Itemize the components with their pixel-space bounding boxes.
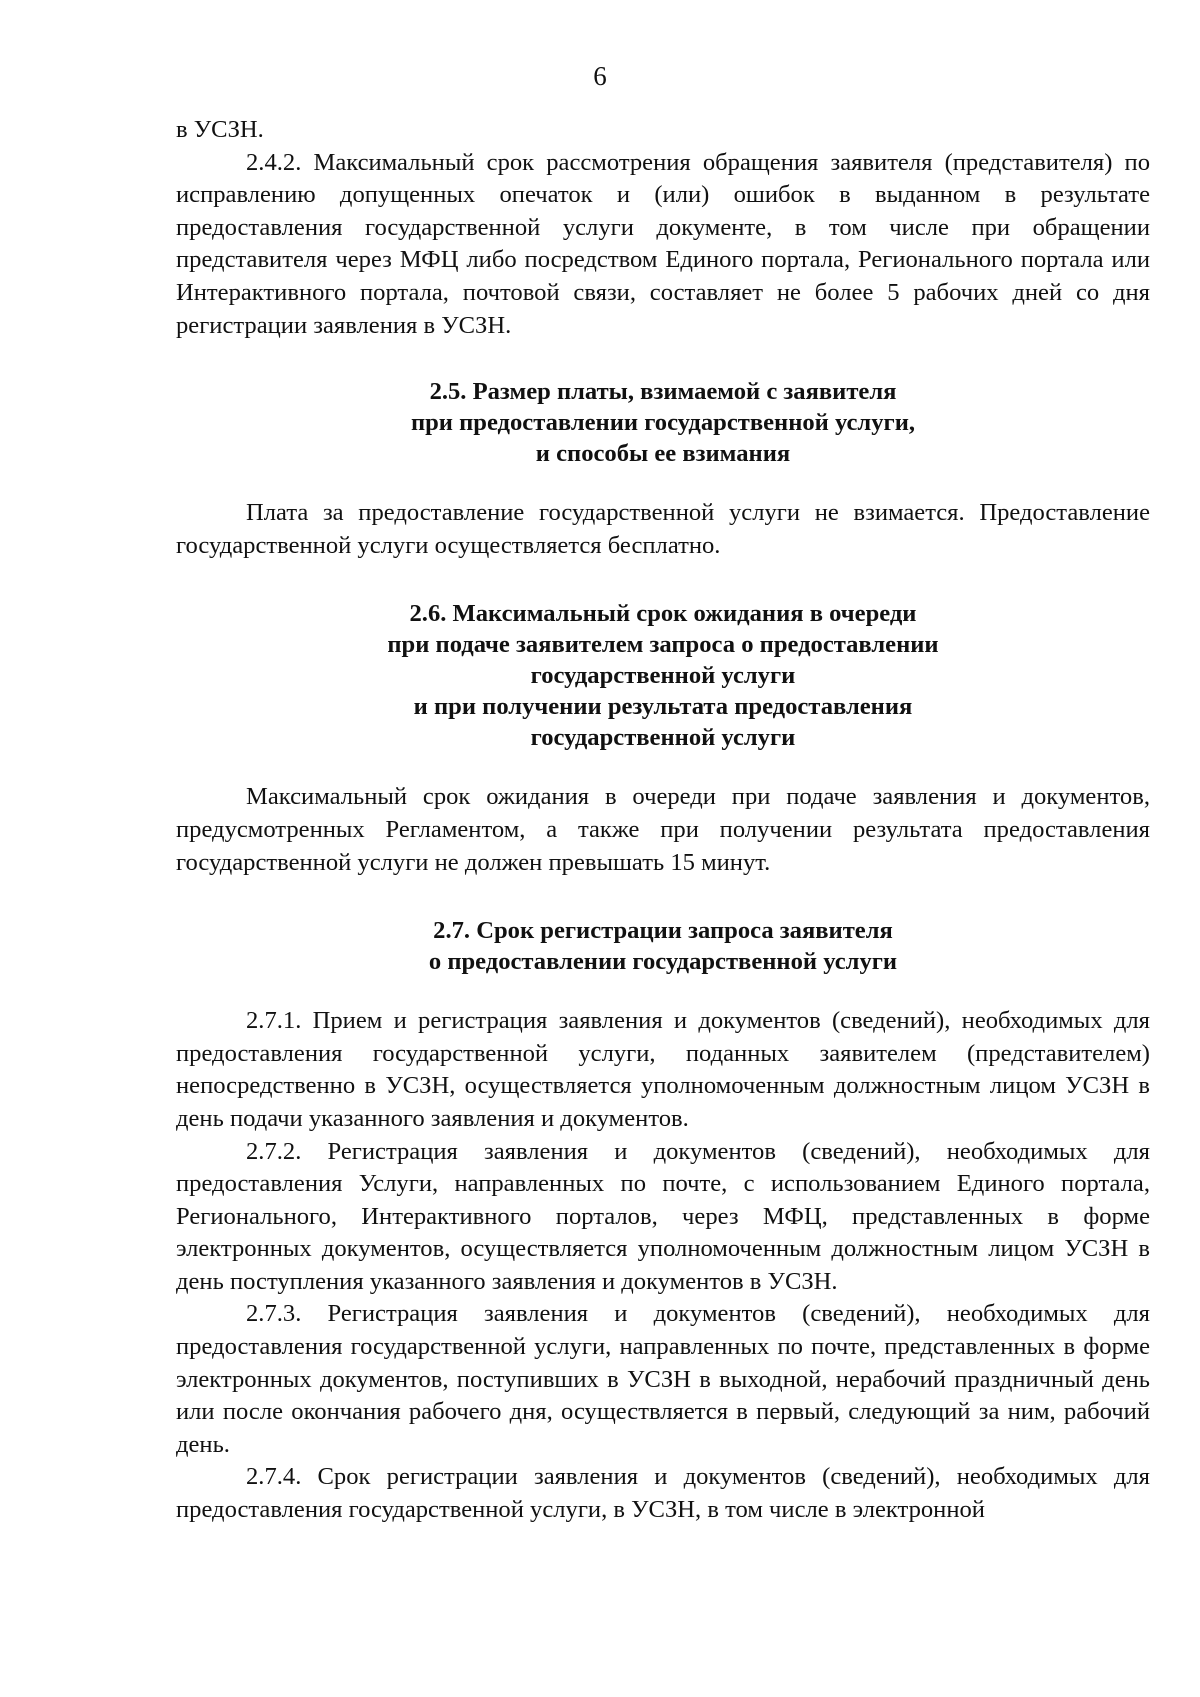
section-heading-2-5 bbox=[176, 376, 1150, 469]
heading-line: и способы ее взимания bbox=[535, 440, 791, 468]
paragraph-continuation: в УСЗН. bbox=[176, 116, 264, 143]
section-heading-2-7 bbox=[176, 915, 1150, 977]
paragraph-2-7-4: 2.7.4. Срок регистрации заявления и документов (сведений), необходимых для предоставления государственной услуги, в УСЗН, в том числе в электронной bbox=[176, 1463, 1150, 1524]
heading-line: 2.7. Срок регистрации запроса заявителя bbox=[433, 917, 893, 945]
heading-line: при предоставлении государственной услуги, bbox=[410, 409, 916, 437]
heading-line: и при получении результата предоставления bbox=[413, 693, 913, 721]
section-heading-2-6 bbox=[176, 598, 1150, 753]
heading-line: 2.5. Размер платы, взимаемой с заявителя bbox=[429, 378, 897, 406]
document-body bbox=[176, 114, 1150, 1527]
paragraph-2-7-3: 2.7.3. Регистрация заявления и документов (сведений), необходимых для предоставления государственной услуги, направленных по почте, представленных в форме электронных документов, поступивших в УСЗН в выходной, нерабочий праздничный день или после окончания рабочего дня, осуществляется в первый, следующий за ним, рабочий день. bbox=[176, 1300, 1150, 1458]
heading-line: государственной услуги bbox=[530, 662, 796, 690]
paragraph-2-7-1: 2.7.1. Прием и регистрация заявления и документов (сведений), необходимых для предоставления государственной услуги, поданных заявителем (представителем) непосредственно в УСЗН, осуществляется уполномоченным должностным лицом УСЗН в день подачи указанного заявления и документов. bbox=[176, 1007, 1150, 1132]
paragraph-2-4-2: 2.4.2. Максимальный срок рассмотрения обращения заявителя (представителя) по исправлению допущенных опечаток и (или) ошибок в выданном в результате предоставления государственной услуги документе, в том числе при обращении представителя через МФЦ либо посредством Единого портала, Регионального портала или Интерактивного портала, почтовой связи, составляет не более 5 рабочих дней со дня регистрации заявления в УСЗН. bbox=[176, 148, 1150, 339]
heading-line: 2.6. Максимальный срок ожидания в очереди bbox=[409, 600, 917, 628]
heading-line: при подаче заявителем запроса о предоставлении bbox=[387, 631, 939, 659]
page-number: 6 bbox=[593, 61, 607, 91]
heading-line: о предоставлении государственной услуги bbox=[428, 948, 898, 976]
heading-line: государственной услуги bbox=[530, 724, 796, 752]
paragraph-2-7-2: 2.7.2. Регистрация заявления и документов (сведений), необходимых для предоставления Услуги, направленных по почте, с использованием Единого портала, Регионального, Интерактивного порталов, через МФЦ, представленных в форме электронных документов, осуществляется уполномоченным должностным лицом УСЗН в день поступления указанного заявления и документов в УСЗН. bbox=[176, 1137, 1150, 1295]
paragraph-2-6-text: Максимальный срок ожидания в очереди при подаче заявления и документов, предусмотренных Регламентом, а также при получении результата предоставления государственной услуги не должен превышать 15 минут. bbox=[176, 783, 1150, 876]
paragraph-2-5-text: Плата за предоставление государственной услуги не взимается. Предоставление государственной услуги осуществляется бесплатно. bbox=[176, 499, 1150, 559]
